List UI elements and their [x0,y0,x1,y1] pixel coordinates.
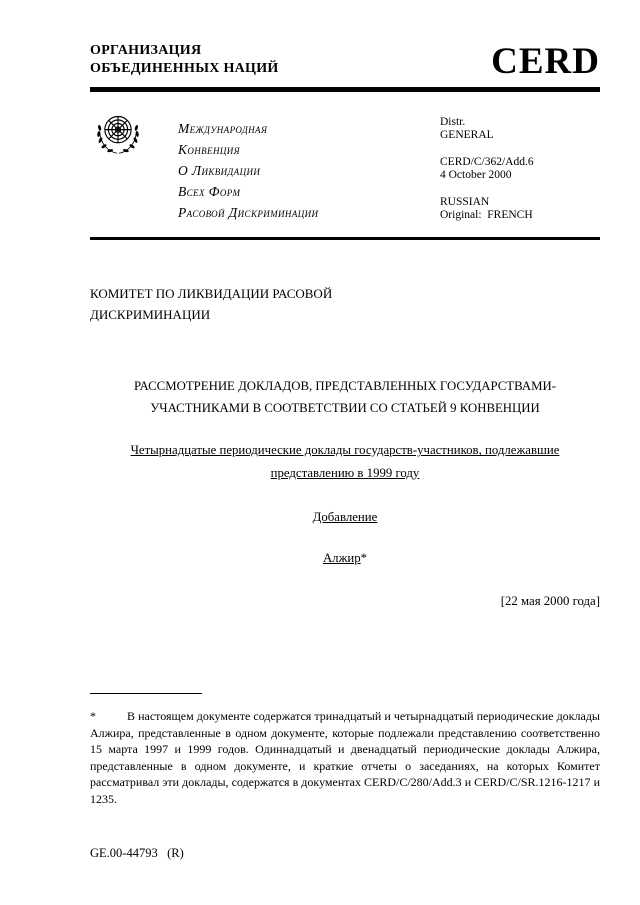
report-title-line1: РАССМОТРЕНИЕ ДОКЛАДОВ, ПРЕДСТАВЛЕННЫХ ГОСУДАРСТВАМИ- [134,378,556,393]
document-number: CERD/C/362/Add.6 [440,156,534,169]
organization-name-line1: ОРГАНИЗАЦИЯ [90,43,202,58]
convention-title [178,110,440,223]
organization-name-line2: ОБЪЕДИНЕННЫХ НАЦИЙ [90,61,279,77]
distr-label: Distr. [440,116,466,129]
letterhead [90,41,600,83]
document-original-language: Original: FRENCH [440,209,533,222]
report-subtitle-line1: Четырнадцатые периодические доклады государств-участников, подлежавшие [130,443,560,458]
country-name: Алжир [322,551,361,566]
footnote-text: В настоящем документе содержатся тринадцатый и четырнадцатый периодические доклады Алжира, представленные в одном документе, которые подлежали представлению соответственно 15 марта 1997 и 1999 годов. Одиннадцатый и двенадцатый периодические доклады Алжира, представленные в одном документе, и краткие отчеты о заседаниях, на которых Комитет рассматривал эти доклады, содержатся в документах CERD/C/280/Add.3 и CERD/C/SR.1216-1217 и 1235. [90,709,600,806]
report-subtitle [90,439,600,484]
spacer [440,142,600,156]
report-title [90,376,600,420]
convention-title-line3: О Ликвидации [178,163,261,179]
distribution-block [440,110,600,223]
committee-heading-line2: ДИСКРИМИНАЦИИ [90,307,211,323]
footnote-marker: * [90,709,96,724]
spacer [440,182,600,196]
treaty-body-symbol: CERD [491,41,600,83]
submission-date: [22 мая 2000 года] [500,594,600,609]
report-subtitle-line2: представлению в 1999 году [270,465,420,480]
committee-heading [90,284,600,326]
masthead [90,110,600,223]
footnote-separator [90,693,202,694]
distr-value: GENERAL [440,129,494,142]
footnote [90,708,600,807]
document-date: 4 October 2000 [440,169,512,182]
document-reference-number: GE.00-44793 (R) [90,845,184,860]
convention-title-line4: Всех Форм [178,184,241,200]
document-language: RUSSIAN [440,196,490,209]
convention-title-line2: Конвенция [178,142,240,158]
top-horizontal-rule [90,87,600,92]
convention-title-line5: Расовой Дискриминации [178,205,319,221]
bottom-horizontal-rule [90,237,600,240]
committee-heading-line1: КОМИТЕТ ПО ЛИКВИДАЦИИ РАСОВОЙ [90,286,333,302]
report-title-line2: УЧАСТНИКАМИ В СООТВЕТСТВИИ СО СТАТЬЕЙ 9 КОНВЕНЦИИ [150,400,540,415]
organization-name [90,42,279,78]
country-heading [90,551,600,566]
addendum-heading: Добавление [312,510,378,525]
country-footnote-marker: * [360,551,368,566]
un-emblem-icon [90,110,148,223]
convention-title-line1: Международная [178,121,268,137]
